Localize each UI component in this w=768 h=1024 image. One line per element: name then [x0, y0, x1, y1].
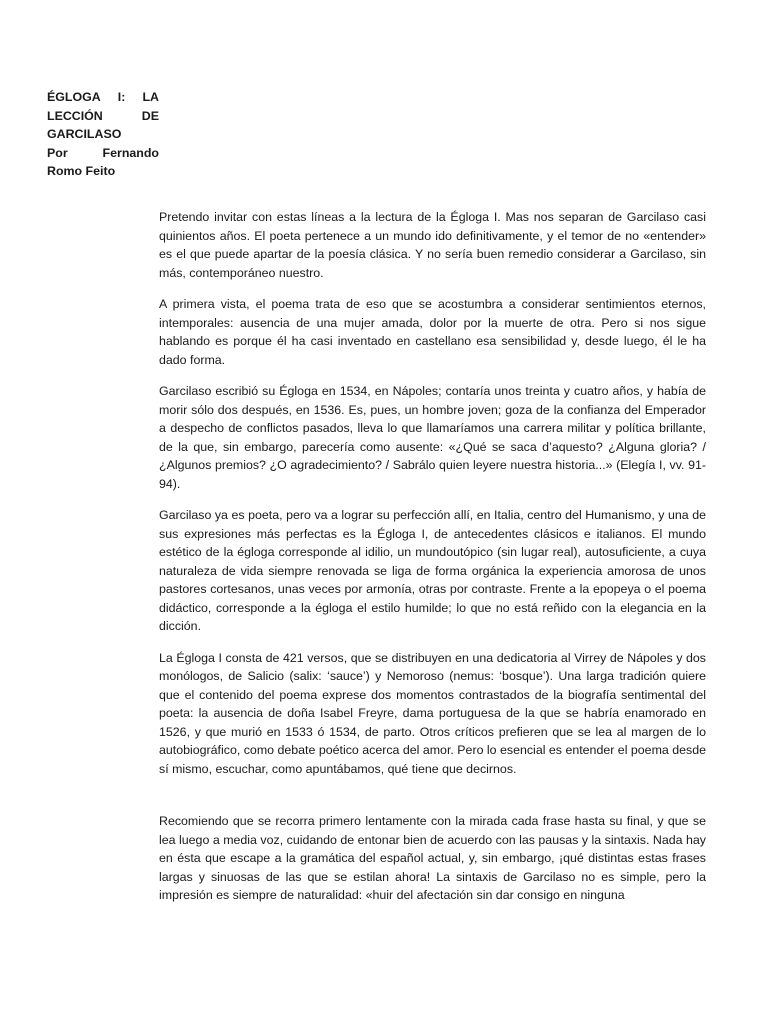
- paragraph: Garcilaso escribió su Égloga en 1534, en Nápoles; contaría unos treinta y cuatro años, y había de morir sólo dos después, en 1536. Es, pues, un hombre joven; goza de la confianza del Emperador a despecho de conflictos pasados, lleva lo que llamaríamos una carrera militar y política brillante, de la que, sin embargo, parecería como ausente: «¿Qué se saca d’aquesto? ¿Alguna gloria? / ¿Algunos premios? ¿O agradecimiento? / Sabrálo quien leyere nuestra historia...» (Elegía I, vv. 91-94).: [159, 384, 706, 491]
- author-name: Romo Feito: [47, 164, 116, 178]
- heading-line-3: [47, 125, 159, 144]
- heading-word: DE: [141, 108, 159, 123]
- heading-word: Fernando: [102, 145, 159, 160]
- heading-line-2: [47, 107, 159, 126]
- document-heading: [47, 88, 159, 181]
- heading-word: ÉGLOGA: [47, 90, 101, 104]
- heading-line-1: [47, 88, 159, 107]
- heading-word: GARCILASO: [47, 127, 122, 141]
- heading-line-5: [47, 162, 159, 181]
- paragraph: A primera vista, el poema trata de eso que se acostumbra a considerar sentimientos eternos, intemporales: ausencia de una mujer amada, dolor por la muerte de otra. Pero si nos sigue hablando es porque él ha casi inventado en castellano esa sensibilidad y, desde luego, él le ha dado forma.: [159, 297, 706, 367]
- paragraph: Recomiendo que se recorra primero lentamente con la mirada cada frase hasta su final, y que se lea luego a media voz, cuidando de entonar bien de acuerdo con las pausas y la sintaxis. Nada hay en ésta que escape a la gramática del español actual, y, sin embargo, ¡qué distintas estas frases largas y sinuosas de las que se estilan ahora! La sintaxis de Garcilaso no es simple, pero la impresión es siempre de naturalidad: «huir del afectación sin dar consigo en ninguna: [159, 814, 706, 902]
- heading-word: I:: [117, 90, 126, 104]
- paragraph: Pretendo invitar con estas líneas a la lectura de la Égloga I. Mas nos separan de Garcilaso casi quinientos años. El poeta pertenece a un mundo ido definitivamente, y el temor de no «entender» es el que puede apartar de la poesía clásica. Y no sería buen remedio considerar a Garcilaso, sin más, contemporáneo nuestro.: [159, 210, 706, 280]
- paragraph: La Égloga I consta de 421 versos, que se distribuyen en una dedicatoria al Virrey de Nápoles y dos monólogos, de Salicio (salix: ‘sauce’) y Nemoroso (nemus: ‘bosque’). Una larga tradición quiere que el contenido del poema exprese dos momentos contrastados de la biografía sentimental del poeta: la ausencia de doña Isabel Freyre, dama portuguesa de la que se habría enamorado en 1526, y que murió en 1533 ó 1534, de parto. Otros críticos prefieren que se lea al margen de lo autobiográfico, como debate poético acerca del amor. Pero lo esencial es entender el poema desde sí mismo, escuchar, como apuntábamos, qué tiene que decirnos.: [159, 650, 706, 776]
- heading-word: LECCIÓN: [47, 108, 103, 123]
- heading-line-4: [47, 144, 159, 163]
- heading-word: Por: [47, 145, 68, 160]
- article-body: [159, 208, 706, 918]
- heading-word: LA: [142, 90, 159, 104]
- paragraph: Garcilaso ya es poeta, pero va a lograr su perfección allí, en Italia, centro del Humanismo, y una de sus expresiones más perfectas es la Égloga I, de antecedentes clásicos e italianos. El mundo estético de la égloga corresponde al idilio, un mundoutópico (sin lugar real), autosuficiente, a cuya naturaleza de vida siempre renovada se liga de forma orgánica la experiencia amorosa de unos pastores cortesanos, unas veces por armonía, otras por contraste. Frente a la epopeya o el poema didáctico, corresponde a la égloga el estilo humilde; lo que no está reñido con la elegancia en la dicción.: [159, 508, 706, 633]
